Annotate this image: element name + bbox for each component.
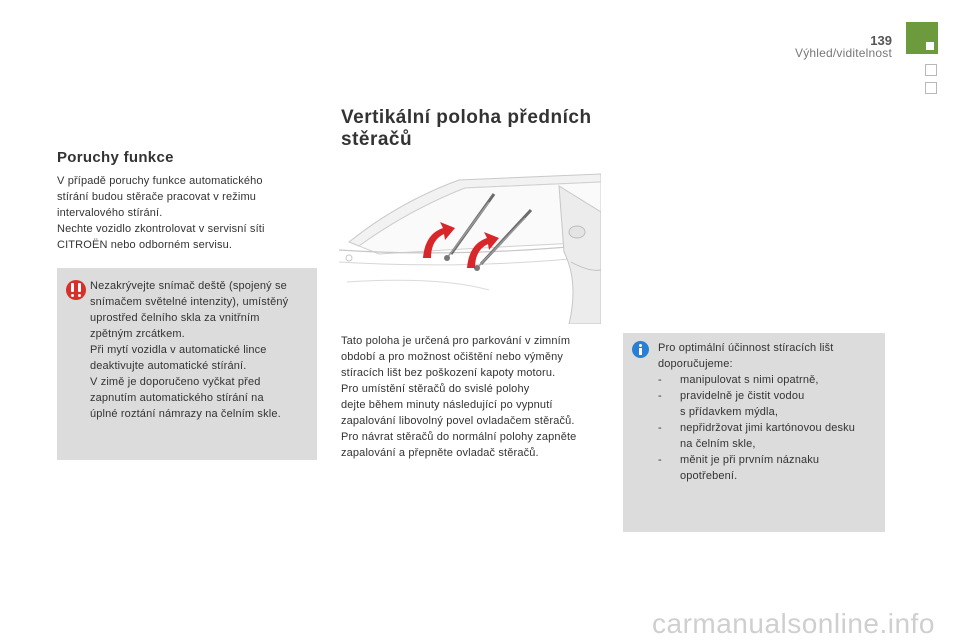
text-line: Pro návrat stěračů do normální polohy zapněte — [341, 431, 577, 443]
text-line: uprostřed čelního skla za vnitřním — [90, 312, 260, 324]
bullet-dash: - — [658, 374, 662, 386]
text-line: Nezakrývejte snímač deště (spojený se — [90, 280, 287, 292]
chapter-tab[interactable] — [925, 82, 937, 94]
text-line: na čelním skle, — [680, 438, 756, 450]
text-line: V zimě je doporučeno vyčkat před — [90, 376, 261, 388]
text-line: pravidelně je čistit vodou — [680, 390, 805, 402]
text-line: stíracích lišt bez poškození kapoty motoru. — [341, 367, 556, 379]
warning-exclamation-icon — [66, 280, 86, 300]
info-icon — [632, 341, 649, 358]
text-line: stírání budou stěrače pracovat v režimu — [57, 191, 257, 203]
list-item — [658, 372, 880, 388]
section-title: Výhled/viditelnost — [795, 46, 892, 60]
text-line: Při mytí vozidla v automatické lince — [90, 344, 267, 356]
info-text — [658, 340, 880, 484]
text-line: intervalového stírání. — [57, 207, 163, 219]
list-item — [658, 420, 880, 436]
text-line: úplné roztání námrazy na čelním skle. — [90, 408, 281, 420]
hood-line — [347, 280, 489, 290]
tab-marker-icon — [926, 42, 934, 50]
text-line: manipulovat s nimi opatrně, — [680, 374, 819, 386]
text-line: s přídavkem mýdla, — [680, 406, 779, 418]
text-line: Nechte vozidlo zkontrolovat v servisní síti — [57, 223, 265, 235]
text-line: nepřidržovat jimi kartónovou desku — [680, 422, 856, 434]
emblem — [346, 255, 352, 261]
bullet-dash: - — [658, 422, 662, 434]
text-line: zapalování libovolný povel ovladačem stěračů. — [341, 415, 575, 427]
text-line: zpětným zrcátkem. — [90, 328, 185, 340]
watermark: carmanualsonline.info — [652, 608, 935, 639]
malfunction-paragraph — [57, 173, 297, 253]
bullet-dash: - — [658, 454, 662, 466]
warning-text — [90, 278, 312, 422]
list-item — [658, 388, 880, 404]
text-line: CITROËN nebo odborném servisu. — [57, 239, 233, 251]
text-line: Pro optimální účinnost stíracích lišt — [658, 342, 834, 354]
text-line: měnit je při prvním náznaku — [680, 454, 820, 466]
list-item — [658, 452, 880, 468]
text-line: opotřebení. — [680, 470, 738, 482]
wiper-position-paragraph — [341, 333, 606, 461]
page-number: 139 — [870, 33, 892, 48]
text-line: snímačem světelné intenzity), umístěný — [90, 296, 289, 308]
bullet-dash: - — [658, 390, 662, 402]
text-line: doporučujeme: — [658, 358, 733, 370]
heading-line: Vertikální poloha předních — [341, 107, 592, 128]
wiper-position-heading — [341, 107, 611, 151]
heading-line: stěračů — [341, 129, 413, 150]
mirror — [569, 226, 585, 238]
text-line: zapalování a přepněte ovladač stěračů. — [341, 447, 539, 459]
text-line: období a pro možnost očištění nebo výměny — [341, 351, 563, 363]
chapter-tab[interactable] — [925, 64, 937, 76]
text-line: deaktivujte automatické stírání. — [90, 360, 247, 372]
chapter-tab-active[interactable] — [906, 22, 938, 54]
text-line: Pro umístění stěračů do svislé polohy — [341, 383, 530, 395]
windscreen-wipers-vertical-position-illustration — [339, 172, 601, 324]
text-line: Tato poloha je určená pro parkování v zimním — [341, 335, 571, 347]
text-line: V případě poruchy funkce automatického — [57, 175, 263, 187]
malfunction-heading: Poruchy funkce — [57, 149, 174, 166]
text-line: zapnutím automatického stírání na — [90, 392, 264, 404]
wiper-pivot — [444, 255, 450, 261]
text-line: dejte během minuty následující po vypnutí — [341, 399, 553, 411]
